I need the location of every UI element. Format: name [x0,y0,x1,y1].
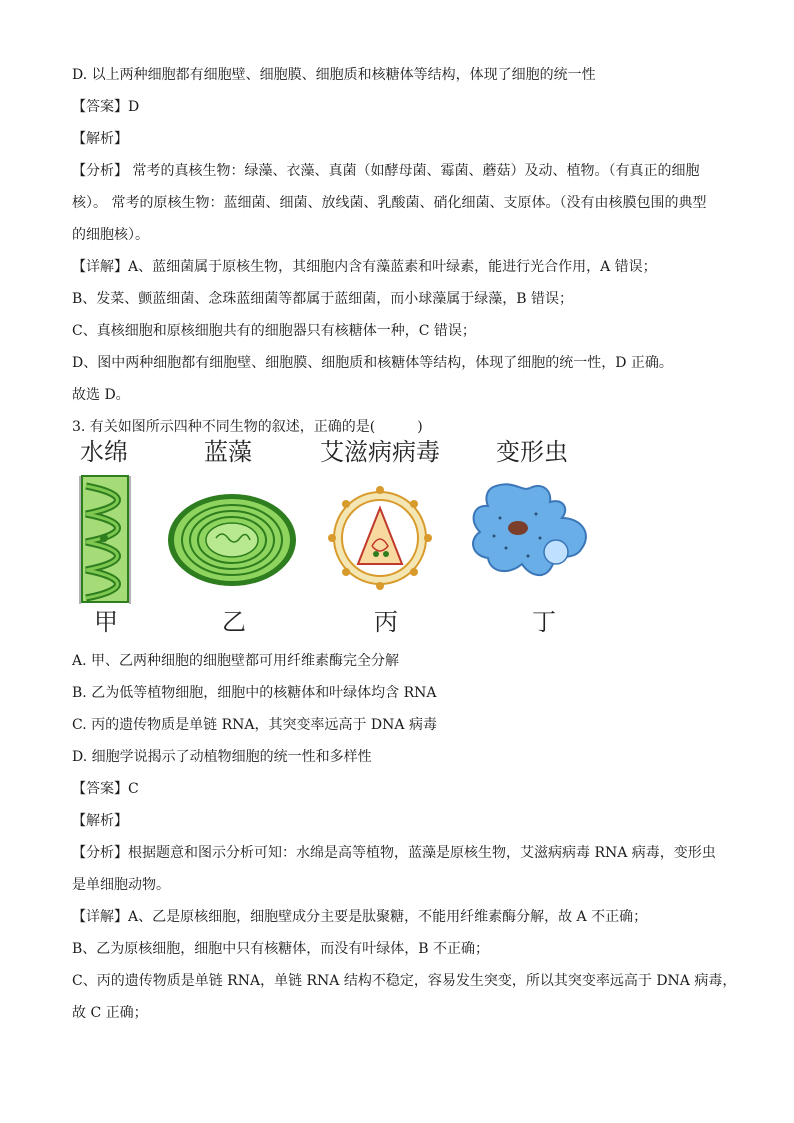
figure-label-yi: 乙 [222,608,246,636]
detail-line-b: B、发菜、颤蓝细菌、念珠蓝细菌等都属于蓝细菌，而小球藻属于绿藻，B 错误； [72,291,574,307]
fenxi-line-2: 是单细胞动物。 [72,877,170,893]
cyanobacteria-cell-art [166,492,298,588]
xiangjie-line-3: C、丙的遗传物质是单链 RNA，单链 RNA 结构不稳定，容易发生突变，所以其突变率远高于 DNA 病毒， [72,973,737,989]
figure-title-hiv: 艾滋病病毒 [320,438,440,466]
option-a: A. 甲、乙两种细胞的细胞壁都可用纤维素酶完全分解 [72,653,400,669]
figure-label-bing: 丙 [374,608,398,636]
fenxi-line-1: 【分析】根据题意和图示分析可知：水绵是高等植物，蓝藻是原核生物，艾滋病病毒 RNA 病毒，变形虫 [72,845,716,861]
analysis-line-1: 【分析】 常考的真核生物：绿藻、衣藻、真菌（如酵母菌、霉菌、蘑菇）及动、植物。（有真正的细胞 [72,163,700,179]
figure-label-jia: 甲 [94,608,118,636]
analysis-heading-prev: 【解析】 [72,131,128,147]
answer-label-prev: 【答案】D [72,99,140,115]
xiangjie-line-2: B、乙为原核细胞，细胞中只有核糖体，而没有叶绿体，B 不正确； [72,941,490,957]
spirogyra-cell-art [74,474,138,606]
option-d: D. 细胞学说揭示了动植物细胞的统一性和多样性 [72,749,372,765]
answer-label: 【答案】C [72,781,139,797]
figure-title-cyanobacteria: 蓝藻 [204,438,252,466]
detail-line-d: D、图中两种细胞都有细胞壁、细胞膜、细胞质和核糖体等结构，体现了细胞的统一性，D 正确。 [72,355,673,371]
conclusion-line: 故选 D。 [72,387,130,403]
detail-line-a: 【详解】A、蓝细菌属于原核生物，其细胞内含有藻蓝素和叶绿素，能进行光合作用，A 错误； [72,259,657,275]
option-d-prev: D. 以上两种细胞都有细胞壁、细胞膜、细胞质和核糖体等结构，体现了细胞的统一性 [72,67,596,83]
xiangjie-line-1: 【详解】A、乙是原核细胞，细胞壁成分主要是肽聚糖，不能用纤维素酶分解，故 A 不正确； [72,909,648,925]
detail-line-c: C、真核细胞和原核细胞共有的细胞器只有核糖体一种，C 错误； [72,323,476,339]
figure-label-ding: 丁 [532,608,556,636]
figure-title-spirogyra: 水绵 [80,438,128,466]
figure-title-amoeba: 变形虫 [496,438,568,466]
xiangjie-line-4: 故 C 正确； [72,1005,148,1021]
amoeba-cell-art [466,478,596,586]
analysis-line-2: 核）。 常考的原核生物：蓝细菌、细菌、放线菌、乳酸菌、硝化细菌、支原体。（没有由核膜包围的典型 [72,195,707,211]
hiv-virus-art [328,486,432,590]
question-3: 3. 有关如图所示四种不同生物的叙述，正确的是( ) [72,419,423,435]
option-c: C. 丙的遗传物质是单链 RNA，其突变率远高于 DNA 病毒 [72,717,437,733]
analysis-heading: 【解析】 [72,813,128,829]
option-b: B. 乙为低等植物细胞，细胞中的核糖体和叶绿体均含 RNA [72,685,437,701]
organisms-figure [72,438,592,643]
analysis-line-3: 的细胞核）。 [72,227,149,243]
